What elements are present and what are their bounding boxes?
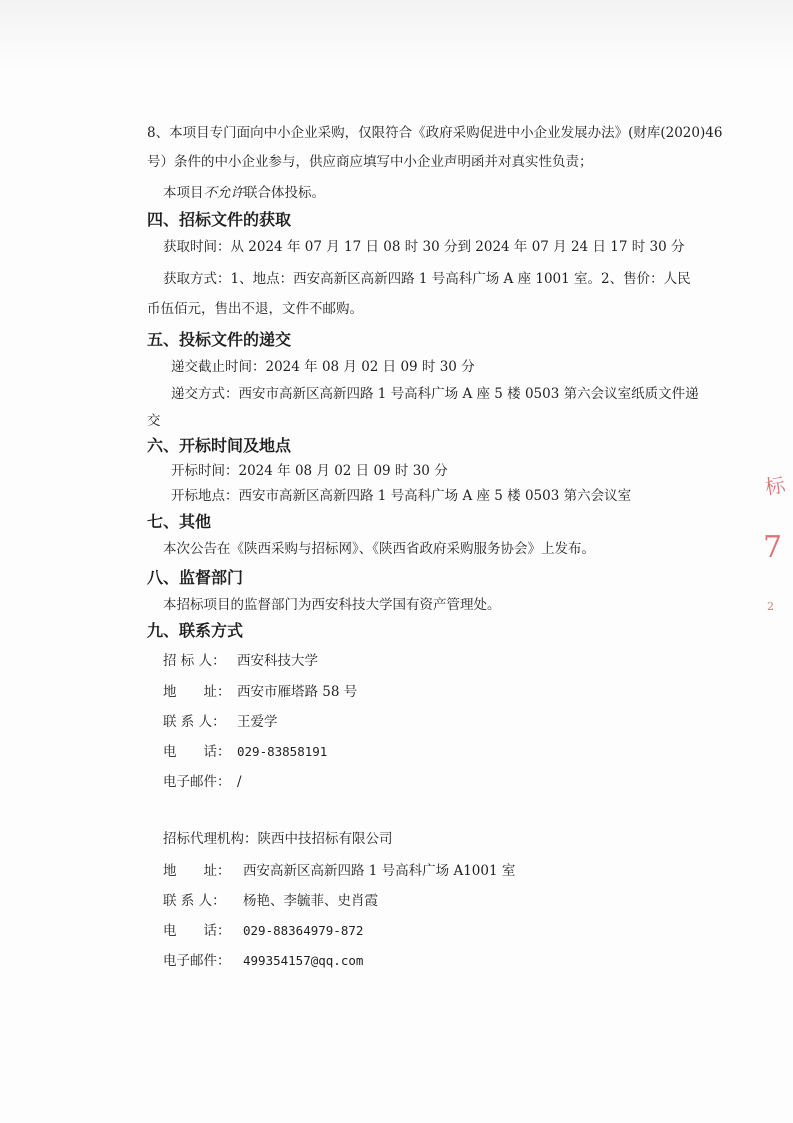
section-9-heading: 九、联系方式 xyxy=(147,621,244,640)
agency-phone-row xyxy=(163,922,363,940)
supervision-note: 本招标项目的监督部门为西安科技大学国有资产管理处。 xyxy=(163,597,501,613)
agency-name-label: 招标代理机构： xyxy=(163,831,258,847)
opening-time: 开标时间：2024 年 08 月 02 日 09 时 30 分 xyxy=(171,463,448,479)
agency-address-label: 地 址： xyxy=(163,863,231,879)
tenderer-contact-row xyxy=(163,713,278,731)
scan-shadow xyxy=(0,0,793,70)
submit-method-line2: 交 xyxy=(147,413,161,429)
section-5-heading: 五、投标文件的递交 xyxy=(147,330,292,349)
seal-char-1: 标 xyxy=(763,472,787,500)
tenderer-address-label: 地 址： xyxy=(163,684,231,700)
tenderer-address: 西安市雁塔路 58 号 xyxy=(237,684,358,700)
tenderer-email: / xyxy=(237,774,242,790)
agency-contact-row xyxy=(163,892,378,910)
agency-contact-label: 联 系 人： xyxy=(163,893,226,909)
consortium-suffix: 联合体投标。 xyxy=(244,185,325,201)
agency-name-row xyxy=(163,830,393,848)
agency-phone: 029-88364979-872 xyxy=(243,923,364,938)
item8-line2: 号）条件的中小企业参与，供应商应填写中小企业声明函并对真实性负责； xyxy=(147,154,593,170)
tenderer-phone: 029-83858191 xyxy=(237,744,328,759)
agency-name: 陕西中技招标有限公司 xyxy=(257,831,393,847)
tenderer-phone-label: 电 话： xyxy=(163,744,231,760)
submit-deadline: 递交截止时间：2024 年 08 月 02 日 09 时 30 分 xyxy=(171,359,475,375)
tenderer-phone-row xyxy=(163,743,327,761)
consortium-note xyxy=(163,184,325,202)
tenderer-contact: 王爱学 xyxy=(237,714,278,730)
section-6-heading: 六、开标时间及地点 xyxy=(147,436,292,455)
submit-method-line1: 递交方式：西安市高新区高新四路 1 号高科广场 A 座 5 楼 0503 第六会议室纸质文件递 xyxy=(171,386,699,402)
tenderer-name: 西安科技大学 xyxy=(237,653,318,669)
opening-place: 开标地点：西安市高新区高新四路 1 号高科广场 A 座 5 楼 0503 第六会议室 xyxy=(171,488,632,504)
agency-phone-label: 电 话： xyxy=(163,923,231,939)
tenderer-name-row xyxy=(163,652,318,670)
consortium-prefix: 本项目 xyxy=(163,185,204,201)
agency-email-label: 电子邮件： xyxy=(163,953,231,969)
seal-char-3: 2 xyxy=(767,600,774,613)
tenderer-contact-label: 联 系 人： xyxy=(163,714,226,730)
section-4-heading: 四、招标文件的获取 xyxy=(147,210,292,229)
item8-line1: 8、本项目专门面向中小企业采购，仅限符合《政府采购促进中小企业发展办法》(财库(2020)46 xyxy=(147,125,723,141)
consortium-emphasis: 不允许 xyxy=(203,185,244,201)
tenderer-name-label: 招 标 人： xyxy=(163,653,226,669)
section-8-heading: 八、监督部门 xyxy=(147,568,244,587)
section-7-heading: 七、其他 xyxy=(147,512,212,531)
tenderer-email-row xyxy=(163,773,242,791)
agency-address: 西安高新区高新四路 1 号高科广场 A1001 室 xyxy=(243,863,516,879)
tenderer-email-label: 电子邮件： xyxy=(163,774,231,790)
agency-contact: 杨艳、李毓菲、史肖霞 xyxy=(243,893,378,909)
tenderer-address-row xyxy=(163,683,357,701)
acquire-method-line2: 币伍佰元，售出不退，文件不邮购。 xyxy=(147,301,363,317)
seal-char-2: 7 xyxy=(763,530,783,565)
agency-email: 499354157@qq.com xyxy=(243,953,364,968)
agency-address-row xyxy=(163,862,515,880)
agency-email-row xyxy=(163,952,363,970)
official-seal-fragment xyxy=(761,470,793,630)
publish-note: 本次公告在《陕西采购与招标网》、《陕西省政府采购服务协会》上发布。 xyxy=(163,541,595,557)
acquire-method-line1: 获取方式：1、地点：西安高新区高新四路 1 号高科广场 A 座 1001 室。2、售价：人民 xyxy=(163,271,691,287)
acquire-time: 获取时间：从 2024 年 07 月 17 日 08 时 30 分到 2024 年 07 月 24 日 17 时 30 分 xyxy=(163,239,685,255)
